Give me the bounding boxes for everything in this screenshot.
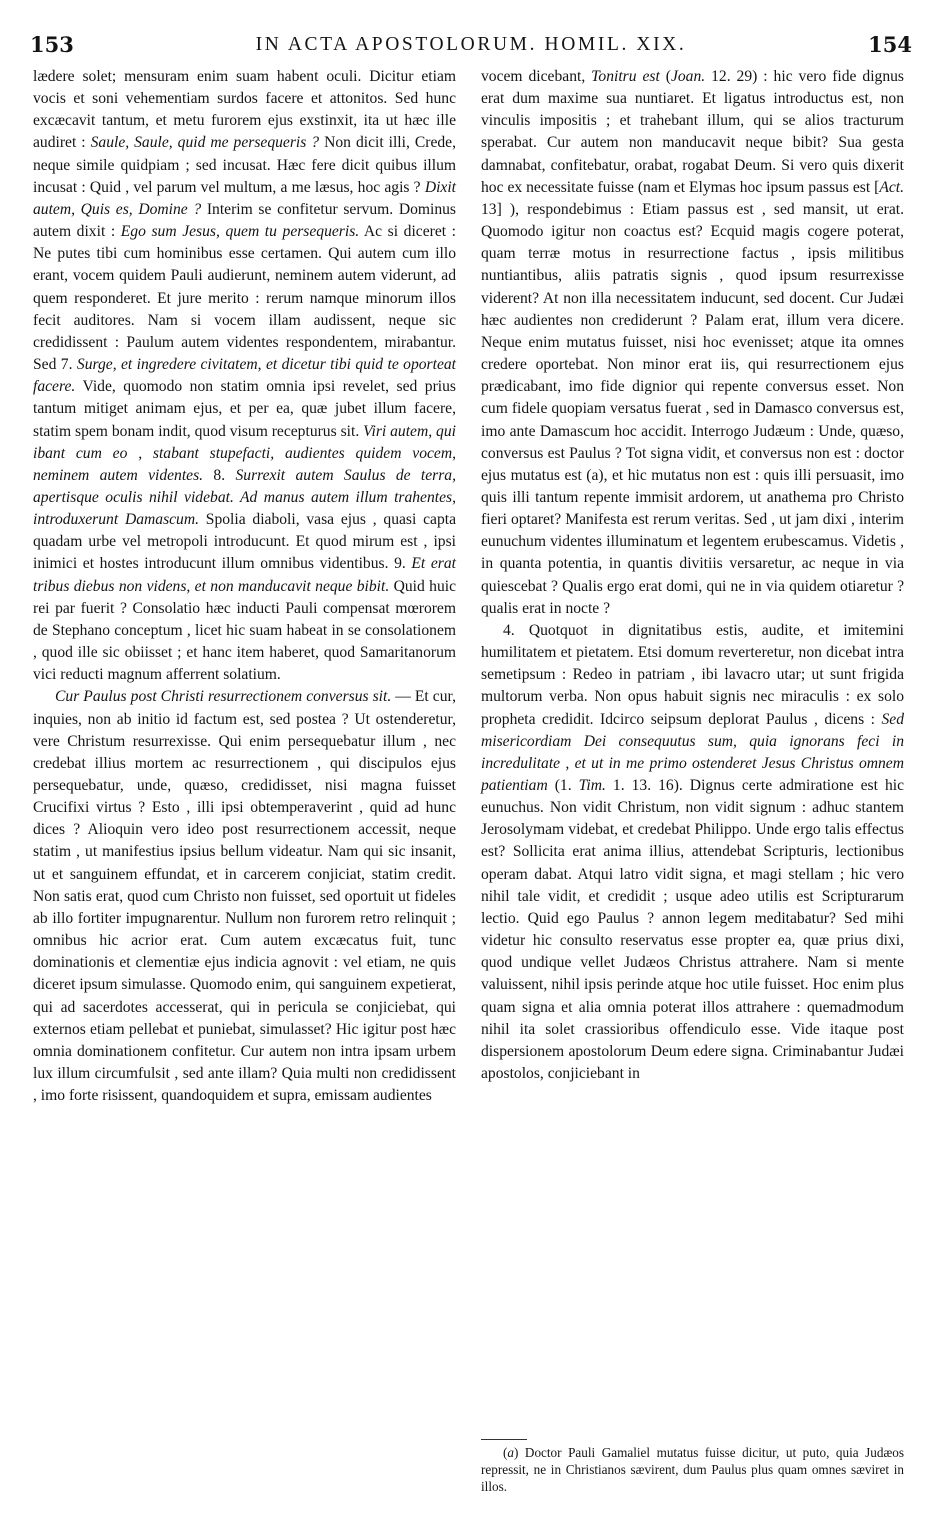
footnote bbox=[481, 1444, 904, 1496]
text-segment: 1. 13. 16). Dignus certe admiratione est hic eunuchus. Non vidit Christum, non vidit signum : adhuc stantem Jerosolymam videbat, et credebat Philippo. Unde ergo talis effectus est? Sollicita erat anima illius, attendebat Scripturis, lectionibus operam dabat. Atqui latro vidit signa, et magi stellam ; hic vero nihil tale vidit, et credidit ; usque adeo utilis est Scripturarum lectio. Quid ego Paulus ? annon legem meditabatur? Sed mihi videtur hic consulto reservatus esse propter ea, quæ prius dixi, quod undique vellet Judæos Christus attrahere. Nam si mente valuissent, nihil ipsis perinde atque hoc utile fuisset. Hoc enim plus quam signa et alia omnia poterat illos attrahere : quemadmodum nihil ita solet crassioribus offendiculo esse. Vide itaque post dispersionem apostolorum Deum edere signa. Criminabantur Judæi apostolos, conjiciebant in bbox=[481, 777, 905, 1083]
text-segment: — Et cur, inquies, non ab initio id factum est, sed postea ? Ut ostenderetur, vere Christum resurrexisse. Qui enim persequebatur illum , nec credebat illius mortem ac resurrectionem , qui discipulos ejus persequebatur, unde, quæso, credidisset, nisi magna fuisset Crucifixi virtus ? Esto , illi ipsi obtemperaverint , quid ad hunc dices ? Alioquin vero ideo post resurrectionem accessit, neque statim , ut manifestius ipsius bellum videatur. Nam qui sic insanit, ut et sanguinem effundat, et in carcerem conjiciat, statim credit. Non satis erat, quod cum Christo non fuisset, sed oportuit ut fideles ab illo fortiter impugnarentur. Nullum non furorem retro relinquit ; omnibus hic acrior erat. Cum autem excæcatus fuit, tunc dominationis et clementiæ ejus indicia agnovit : vel etiam, ne quis diceret ipsum simulasse. Quomodo enim, qui sanguinem expetierat, qui ad sacerdotes accesserat, qui in pericula se conjiciebat, qui externos etiam pellebat et puniebat, simulasset? Hic igitur post hæc omnia dominationem confitetur. Cur autem non intra ipsam urbem lux illum circumfulsit , sed ante illam? Quia multi non credidissent , imo forte risissent, quandoquidem et supra, emissam audientes bbox=[33, 688, 456, 1105]
italic-text-segment: Et erat tribus diebus non videns, et non manducavit neque bibit. bbox=[33, 555, 456, 595]
italic-text-segment: Ego sum Jesus, quem tu persequeris. bbox=[120, 223, 360, 241]
text-segment: ( bbox=[503, 1445, 508, 1460]
text-segment: vocem dicebant, bbox=[481, 68, 592, 85]
italic-text-segment: Act. bbox=[879, 178, 904, 196]
text-segment: lædere solet; mensuram enim suam habent oculi. Dicitur etiam vocis et soni vehementiam surdos facere et attonitos. Sed hunc excæcavit tantum, et metu furorem ejus exstinxit, ita ut hæc ille audiret : bbox=[33, 68, 456, 152]
page-number-left: 153 bbox=[30, 32, 74, 57]
italic-text-segment: Tim. bbox=[578, 777, 606, 794]
running-header bbox=[30, 28, 912, 60]
paragraph bbox=[481, 66, 904, 620]
italic-text-segment: Cur Paulus post Christi resurrectionem conversus sit. bbox=[55, 688, 392, 706]
paragraph bbox=[33, 66, 456, 686]
text-segment: Non dicit illi, Crede, neque simile quidpiam ; sed incusat. Hæc fere dicit quibus illum incusat : Quid , vel parum vel multum, a me læsus, hoc agis ? bbox=[33, 134, 456, 196]
paragraph bbox=[481, 620, 904, 1085]
italic-text-segment: Tonitru est bbox=[591, 68, 660, 85]
text-segment: Vide, quomodo non statim omnia ipsi revelet, sed prius tantum mitiget animam ejus, et per ea, quæ jubet illum facere, statim spem bonam indit, quod visum recepturus sit. bbox=[33, 378, 456, 440]
footnote-text bbox=[481, 1444, 904, 1496]
page-number-right: 154 bbox=[868, 32, 912, 57]
text-segment: ) Doctor Pauli Gamaliel mutatus fuisse dicitur, ut puto, quia Judæos repressit, ne in Christianos sævirent, dum Paulus plus quam omnes sæviret in illos. bbox=[481, 1445, 904, 1495]
italic-text-segment: a bbox=[507, 1445, 514, 1460]
text-column-right bbox=[481, 66, 904, 1085]
text-segment: Quid huic rei par fuerit ? Consolatio hæc inducti Pauli compensat mœrorem de Stephano conceptum , licet hic suam habeat in se consolationem , quod ille sic obiisset ; et hanc item haberet, quod Samaritanorum vici reducti magnum afferrent solatium. bbox=[33, 577, 456, 684]
paragraph bbox=[33, 686, 456, 1107]
text-segment: (1. bbox=[547, 777, 579, 794]
italic-text-segment: Joan. bbox=[670, 68, 706, 85]
text-segment: Interim se confitetur servum. Dominus autem dixit : bbox=[33, 200, 456, 241]
italic-text-segment: Viri autem, qui ibant cum eo , stabant stupefacti, audientes quidem vocem, neminem autem videntes. bbox=[33, 422, 456, 484]
italic-text-segment: Dixit autem, Quis es, Domine ? bbox=[33, 178, 456, 218]
text-segment: Spolia diaboli, vasa ejus , quasi capta quadam urbe vel metropoli introducunt. Et quod mirum est , ipsi inimici et hostes introducunt illum omnibus videntibus. 9. bbox=[33, 511, 456, 573]
italic-text-segment: Surge, et ingredere civitatem, et dicetur tibi quid te oporteat facere. bbox=[33, 356, 456, 396]
text-segment: 4. Quotquot in dignitatibus estis, audite, et imitemini humilitatem et pietatem. Etsi domum reverteretur, non dicebat intra semetipsum : Redeo in patriam , ibi lavacro utar; ut sunt frigida multorum verba. Non opus habuit signis nec miraculis : ex solo propheta credidit. Idcirco seipsum deplorat Paulus , dicens : bbox=[481, 621, 904, 728]
text-segment: ( bbox=[659, 68, 671, 85]
italic-text-segment: Saule, Saule, quid me persequeris ? bbox=[90, 134, 320, 152]
text-segment: Ac si diceret : Ne putes tibi cum hominibus esse certamen. Qui autem cum illo erant, vocem quidem Pauli audierunt, neminem autem viderunt, ad quem responderet. Et jure merito : rerum namque minorum illos fecit auditores. Nam si vocem illam audissent, neque sic credidissent : Paulum autem videntes respondentem, mirabantur. Sed 7. bbox=[33, 223, 456, 374]
text-segment: 8. bbox=[203, 466, 236, 484]
italic-text-segment: Surrexit autem Saulus de terra, apertisque oculis nihil videbat. Ad manus autem illum trahentes, introduxerunt Damascum. bbox=[33, 466, 456, 529]
text-column-left bbox=[33, 66, 456, 1107]
text-segment: 13] ), respondebimus : Etiam passus est , sed mansit, ut erat. Quomodo igitur non coactus est? Ecquid magis cogere poterat, quam terræ motus in resurrectione factus , ipsis militibus nuntiantibus, aliis patratis signis , quod ipsum resurrexisse viderent? At non illa necessitatem inducunt, sed docent. Cur Judæi hæc audientes non crediderunt ? Palam erat, illum vera dicere. Neque enim mutatus fuisset, nisi hoc evenisset; atque ita omnes credere oportebat. Non minor erat iis, qui resurrectionem ejus prædicabant, imo fide dignior qui repente conversus esset. Non cum fidele quopiam versatus fuerat , sed in Damasco conversus est, imo ante Damascum hoc accidit. Interrogo Judæum : Unde, quæso, conversus est Paulus ? Tot signa vidit, et conversus non est : doctor ejus mutatus est (a), et hic mutatus non est : quis illi persuasit, imo quis illi tantum repente immisit ardorem, ut anathema pro Christo fieri optaret? Manifesta est rerum veritas. Sed , ut jam dixi , interim eunuchum videntes illuminatum et legentem erubescamus. Videtis , in quanta potentia, in quantis divitiis versaretur, ac neque in via quiescebat ? Qualis ergo erat domi, qui ne in via quidem otiaretur ? qualis erat in nocte ? bbox=[481, 200, 904, 617]
italic-text-segment: Sed misericordiam Dei consequutus sum, quia ignorans feci in incredulitate , et ut in me primo ostenderet Jesus Christus omnem patientiam bbox=[481, 710, 904, 794]
running-title: IN ACTA APOSTOLORUM. HOMIL. XIX. bbox=[255, 34, 687, 55]
footnote-rule bbox=[481, 1439, 527, 1440]
text-segment: 12. 29) : hic vero fide dignus erat dum maxime sua nuntiaret. Et ligatus introductus est, non vinculis impositis ; et trahebant illum, qui se alios tracturum sperabat. Cur autem non manducavit neque bibit? Sua gesta damnabat, confitebatur, orabat, rogabat Deum. Si vero quis dixerit hoc ex necessitate fuisse (nam et Elymas hoc ipsum passus est [ bbox=[481, 68, 904, 196]
